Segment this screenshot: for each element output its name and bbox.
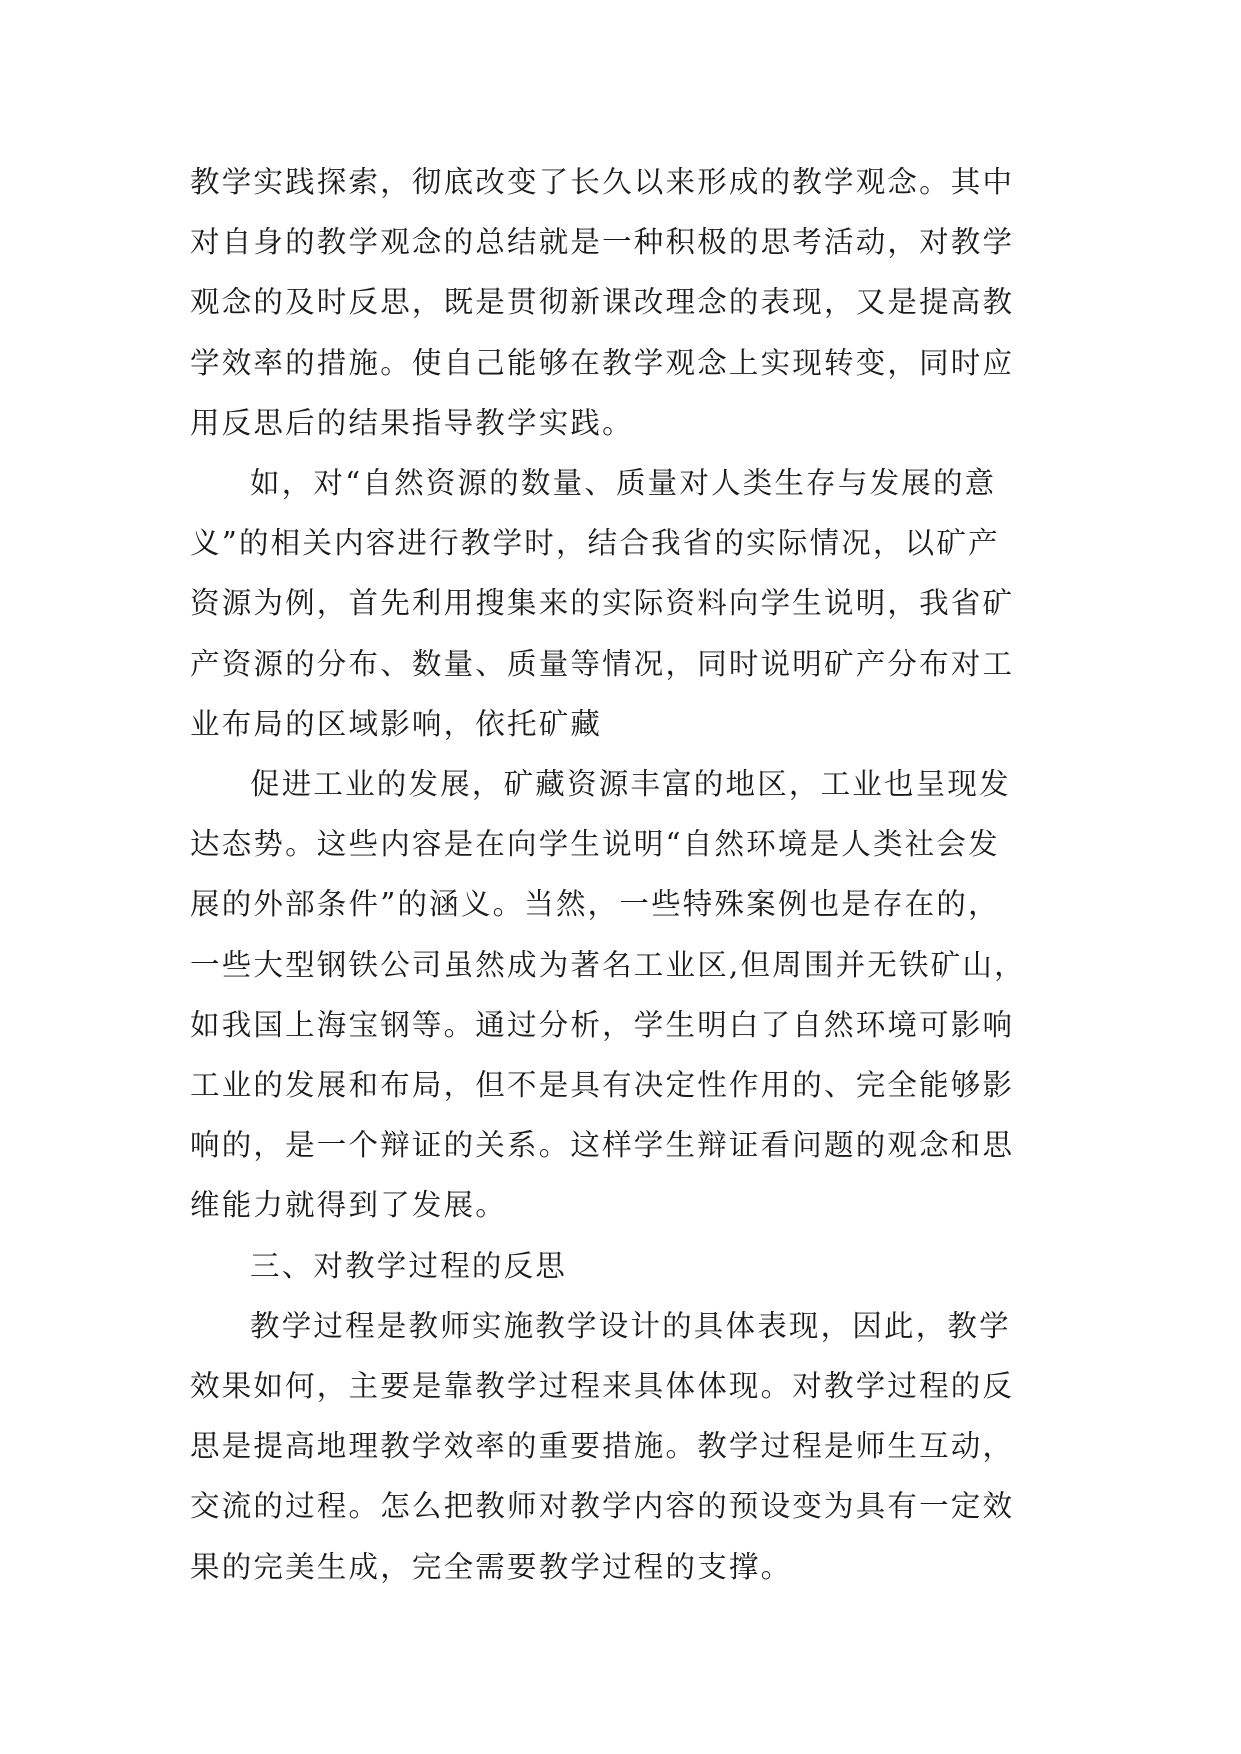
text-line: 工业的发展和布局，但不是具有决定性作用的、完全能够影	[190, 1068, 1015, 1103]
text-line: 教学实践探索，彻底改变了长久以来形成的教学观念。其中	[190, 165, 1015, 199]
text-line: 一些大型钢铁公司虽然成为著名工业区,但周围并无铁矿山，	[190, 947, 1026, 982]
text-line: 效果如何，主要是靠教学过程来具体体现。对教学过程的反	[190, 1369, 1015, 1404]
text-line: 用反思后的结果指导教学实践。	[190, 405, 634, 440]
text-line: 思是提高地理教学效率的重要措施。教学过程是师生互动，	[190, 1429, 1015, 1464]
text-line: 三、对教学过程的反思	[250, 1248, 568, 1283]
text-line: 如我国上海宝钢等。通过分析，学生明白了自然环境可影响	[190, 1007, 1015, 1042]
text-line: 果的完美生成，完全需要教学过程的支撑。	[190, 1549, 793, 1584]
text-line: 学效率的措施。使自己能够在教学观念上实现转变，同时应	[190, 345, 1015, 380]
text-line: 义”的相关内容进行教学时，结合我省的实际情况，以矿产	[190, 526, 1000, 561]
text-line: 如，对“自然资源的数量、质量对人类生存与发展的意	[250, 466, 997, 501]
text-line: 产资源的分布、数量、质量等情况，同时说明矿产分布对工	[190, 646, 1015, 681]
text-line: 响的，是一个辩证的关系。这样学生辩证看问题的观念和思	[190, 1128, 1015, 1163]
text-line: 展的外部条件”的涵义。当然，一些特殊案例也是存在的，	[190, 887, 1000, 922]
text-line: 对自身的教学观念的总结就是一种积极的思考活动，对教学	[190, 225, 1015, 260]
text-line: 教学过程是教师实施教学设计的具体表现，因此，教学	[250, 1308, 1011, 1343]
text-line: 观念的及时反思，既是贯彻新课改理念的表现，又是提高教	[190, 285, 1015, 320]
document-body	[190, 152, 1050, 1597]
text-line: 达态势。这些内容是在向学生说明“自然环境是人类社会发	[190, 827, 1000, 862]
text-line: 业布局的区域影响，依托矿藏	[190, 706, 603, 741]
text-line: 资源为例，首先利用搜集来的实际资料向学生说明，我省矿	[190, 586, 1015, 621]
text-line: 维能力就得到了发展。	[190, 1188, 508, 1223]
text-line: 交流的过程。怎么把教师对教学内容的预设变为具有一定效	[190, 1489, 1015, 1524]
text-line: 促进工业的发展，矿藏资源丰富的地区，工业也呈现发	[250, 767, 1011, 802]
